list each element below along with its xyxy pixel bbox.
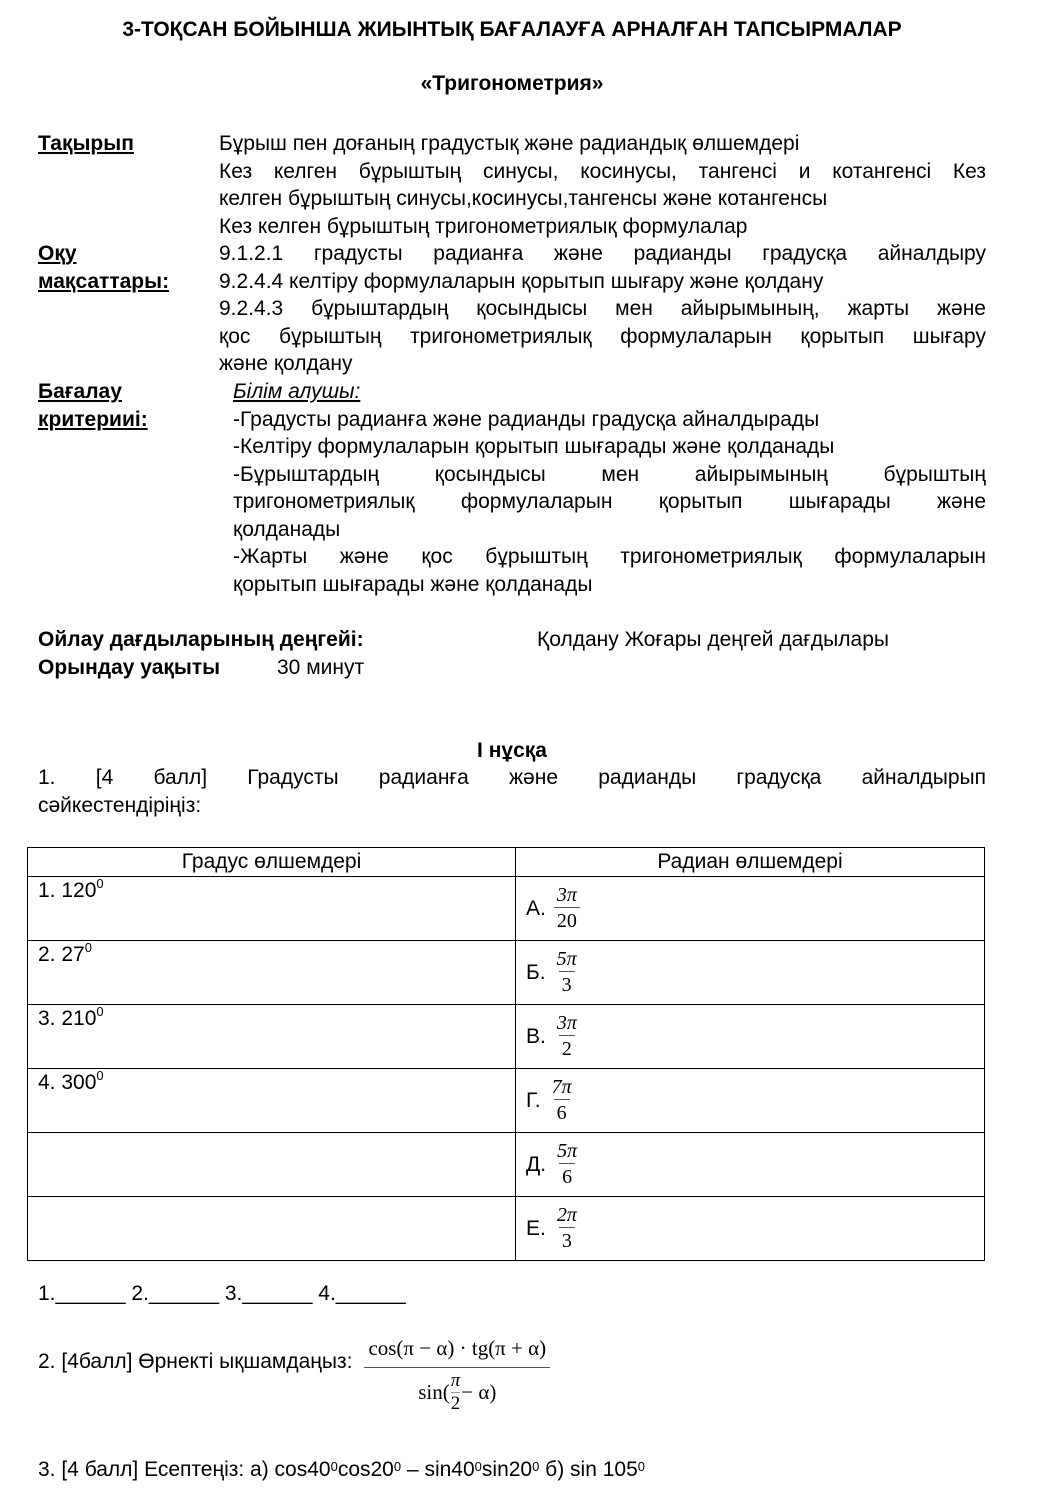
fraction: $\frac{5\pi}{3}$ [556, 948, 577, 996]
criteria-line: -Келтіру формулаларын қорытып шығарады және қолданады [233, 435, 835, 458]
topic-line: келген бұрыштың синусы,косинусы,тангенсы және котангенсы [219, 187, 828, 210]
degree-cell: 3. $210^0$ [28, 1005, 516, 1069]
time-value: 30 минут [277, 656, 365, 679]
matching-table [27, 847, 985, 1261]
criteria-line: -Бұрыштардың қосындысы мен айырымының бұрыштың [233, 462, 986, 486]
task1-prompt: 1. [4 балл] Градусты радианға және радианды градусқа айналдырып сәйкестендіріңіз: [38, 766, 986, 817]
topic-label: Тақырып [38, 132, 134, 155]
table-row [28, 877, 985, 941]
radian-cell: Д. $\frac{5\pi}{6}$ [516, 1133, 985, 1197]
table-row [28, 1197, 985, 1261]
topic-line: Бұрыш пен доғаның градустық және радиандық өлшемдері [219, 132, 800, 155]
answer-blanks[interactable]: 1.______ 2.______ 3.______ 4.______ [38, 1282, 406, 1305]
expression-denominator: sin( π 2 − α) [418, 1370, 497, 1414]
document-subtitle: «Тригонометрия» [420, 72, 604, 95]
fraction: $\frac{2\pi}{3}$ [556, 1204, 577, 1252]
task2 [38, 1336, 550, 1415]
degree-cell: 2. $27^0$ [28, 941, 516, 1005]
criteria-label: Бағалау критерииі: [38, 380, 148, 431]
radian-cell: Е. $\frac{2\pi}{3}$ [516, 1197, 985, 1261]
thinking-value: Қолдану Жоғары деңгей дағдылары [537, 628, 889, 651]
table-row [28, 1005, 985, 1069]
fraction: $\frac{7\pi}{6}$ [551, 1076, 572, 1124]
objective-line: және қолдану [219, 352, 353, 375]
criteria-line: -Жарты және қос бұрыштың тригонометриялық формулаларын [233, 545, 986, 568]
table-row [28, 1133, 985, 1197]
criteria-line: қолданады [233, 517, 341, 541]
expression-numerator: cos(π − α) · tg(π + α) [364, 1336, 550, 1368]
table-header-row [28, 848, 985, 877]
degree-cell-empty [28, 1133, 516, 1197]
time-label: Орындау уақыты [38, 656, 221, 679]
fraction: $\frac{3\pi}{20}$ [554, 883, 580, 934]
document-title: 3-ТОҚСАН БОЙЫНША ЖИЫНТЫҚ БАҒАЛАУҒА АРНАЛҒАН ТАПСЫРМАЛАР [122, 18, 902, 41]
objectives-label: Оқу мақсаттары: [38, 242, 170, 293]
radian-cell: Б. $\frac{5\pi}{3}$ [516, 941, 985, 1005]
objective-line: 9.2.4.3 бұрыштардың қосындысы мен айырымының, жарты және [219, 297, 986, 320]
radian-cell: Г. $\frac{7\pi}{6}$ [516, 1069, 985, 1133]
fraction: $\frac{3\pi}{2}$ [556, 1012, 577, 1060]
criteria-content [233, 378, 986, 598]
variant-heading: І нұсқа [477, 739, 547, 762]
topic-line: Кез келген бұрыштың синусы, косинусы, тангенсі и котангенсі Кез [219, 159, 986, 183]
thinking-label: Ойлау дағдыларының деңгейі: [38, 628, 364, 651]
radian-cell: А. $\frac{3\pi}{20}$ [516, 877, 985, 941]
table-row [28, 1069, 985, 1133]
criteria-intro: Білім алушы: [233, 380, 361, 403]
objectives-content [219, 240, 986, 378]
degree-cell: 4. $300^0$ [28, 1069, 516, 1133]
criteria-line: -Градусты радианға және радианды градусқа айналдырады [233, 407, 820, 431]
task3: 3. [4 балл] Есептеңіз: а) $\cos 40^0\cos 20^0 - \sin 40^0\sin 20^0$ б) $\sin 105^0$ [38, 1458, 645, 1481]
criteria-line: тригонометриялық формулаларын қорытып шығарады және [233, 490, 986, 513]
degree-cell-empty [28, 1197, 516, 1261]
task2-expression [364, 1336, 550, 1415]
degree-cell: 1. $120^0$ [28, 877, 516, 941]
objective-line: 9.1.2.1 градусты радианға және радианды градусқа айналдыру [219, 242, 986, 265]
fraction: $\frac{5\pi}{6}$ [557, 1140, 578, 1188]
criteria-line: қорытып шығарады және қолданады [233, 572, 593, 596]
topic-line: Кез келген бұрыштың тригонометриялық формулалар [219, 214, 748, 238]
topic-content [219, 130, 986, 240]
objective-line: 9.2.4.4 келтіру формулаларын қорытып шығару және қолдану [219, 269, 824, 293]
table-row [28, 941, 985, 1005]
table-header-radians: Радиан өлшемдері [516, 848, 985, 877]
task2-prompt: 2. [4балл] Өрнекті ықшамдаңыз: [38, 1350, 353, 1373]
objective-line: қос бұрыштың тригонометриялық формулаларын қорытып шығару [219, 324, 986, 348]
radian-cell: В. $\frac{3\pi}{2}$ [516, 1005, 985, 1069]
table-header-degrees: Градус өлшемдері [28, 848, 516, 877]
